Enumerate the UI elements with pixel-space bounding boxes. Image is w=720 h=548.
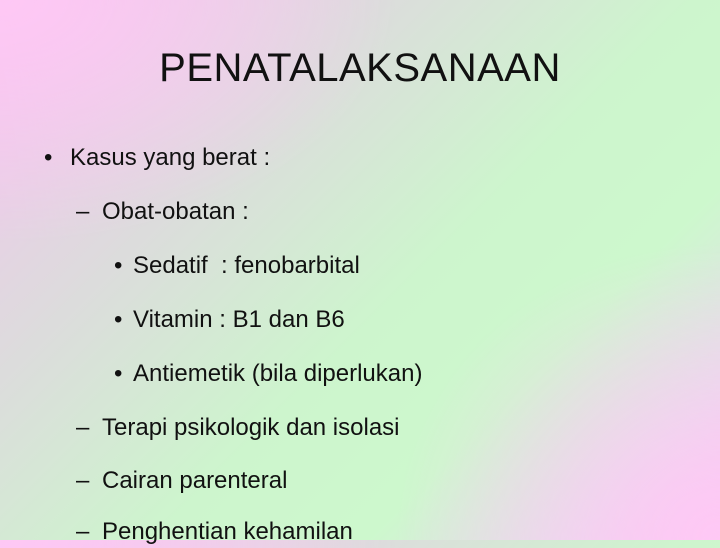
dash-marker: – bbox=[76, 467, 90, 494]
sub-sub-item-text: Antiemetik (bila diperlukan) bbox=[133, 360, 423, 387]
sub-sub-item-text: Vitamin : B1 dan B6 bbox=[133, 306, 345, 333]
dash-marker: – bbox=[76, 518, 90, 545]
sub-item-terapi-psikologik bbox=[76, 412, 400, 444]
sub-sub-item-text: Sedatif : fenobarbital bbox=[133, 252, 360, 279]
slide-title: PENATALAKSANAAN bbox=[159, 46, 561, 90]
bullet-marker: • bbox=[114, 360, 123, 387]
sub-item-cairan-parenteral bbox=[76, 465, 287, 497]
sub-item-penghentian-kehamilan bbox=[76, 516, 353, 548]
sub-sub-item-antiemetik bbox=[114, 358, 422, 390]
sub-item-text: Obat-obatan : bbox=[102, 198, 249, 225]
sub-sub-item-sedatif bbox=[114, 250, 360, 282]
bullet-item-kasus-berat bbox=[44, 142, 270, 174]
bullet-marker: • bbox=[114, 252, 123, 279]
sub-item-text: Penghentian kehamilan bbox=[102, 518, 353, 545]
dash-marker: – bbox=[76, 198, 90, 225]
sub-item-text: Cairan parenteral bbox=[102, 467, 288, 494]
bullet-text: Kasus yang berat : bbox=[70, 144, 271, 171]
bullet-marker: • bbox=[114, 306, 123, 333]
sub-sub-item-vitamin bbox=[114, 304, 345, 336]
sub-item-obat-obatan bbox=[76, 196, 249, 228]
bullet-marker: • bbox=[44, 144, 53, 171]
dash-marker: – bbox=[76, 414, 90, 441]
sub-item-text: Terapi psikologik dan isolasi bbox=[102, 414, 400, 441]
